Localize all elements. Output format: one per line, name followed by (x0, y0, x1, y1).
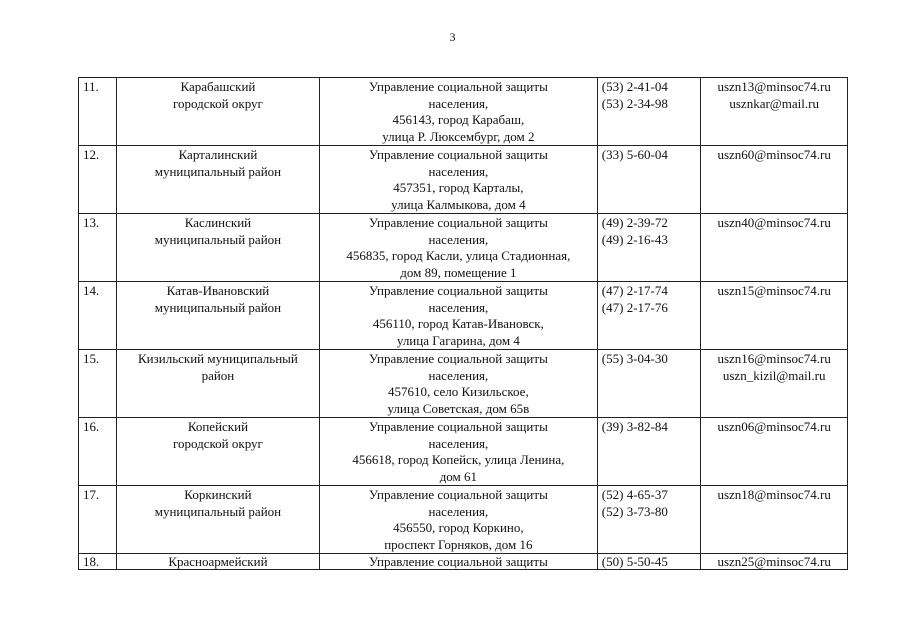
row-number-line: 14. (83, 283, 100, 298)
phone-cell (597, 78, 701, 146)
district-cell (116, 486, 319, 554)
page-number: 3 (449, 30, 456, 44)
district-cell-line: Каслинский (184, 215, 252, 230)
phone-cell (597, 554, 701, 570)
row-number-line: 12. (83, 147, 100, 162)
organization-cell-line: Управление социальной защиты (368, 79, 548, 94)
table-row (79, 214, 848, 282)
phone-cell-line: (52) 4-65-37 (601, 487, 668, 502)
email-cell (701, 146, 848, 214)
phone-cell (597, 486, 701, 554)
row-number (79, 418, 117, 486)
district-cell-line: Карталинский (178, 147, 258, 162)
district-cell (116, 350, 319, 418)
organization-cell-line: Управление социальной защиты (368, 147, 548, 162)
organization-cell-line: Управление социальной защиты (368, 351, 548, 366)
row-number-line: 18. (83, 554, 100, 569)
district-cell-line: муниципальный район (154, 163, 282, 179)
table-row (79, 350, 848, 418)
organization-cell-line: населения, (428, 299, 489, 315)
organization-cell-line: Управление социальной защиты (368, 283, 548, 298)
organization-cell-line: населения, (428, 163, 489, 179)
organization-cell-line: проспект Горняков, дом 16 (384, 536, 533, 552)
organization-cell-line: дом 89, помещение 1 (400, 264, 517, 280)
district-cell (116, 78, 319, 146)
email-cell (701, 78, 848, 146)
district-cell-line: городской округ (173, 435, 263, 451)
organization-cell (319, 282, 597, 350)
district-cell-line: Карабашский (180, 79, 256, 94)
phone-cell-line: (33) 5-60-04 (601, 147, 668, 162)
email-cell (701, 418, 848, 486)
organization-cell (319, 486, 597, 554)
organization-cell-line: 456143, город Карабаш, (392, 112, 525, 127)
organization-cell-line: населения, (428, 367, 489, 383)
organization-cell-line: 456835, город Касли, улица Стадионная, (346, 248, 571, 263)
district-cell-line: муниципальный район (154, 503, 282, 519)
district-cell (116, 214, 319, 282)
row-number-line: 17. (83, 487, 100, 502)
organization-cell-line: 456110, город Катав-Ивановск, (372, 316, 544, 331)
organization-cell-line: улица Калмыкова, дом 4 (391, 196, 526, 212)
organization-cell-line: населения, (428, 503, 489, 519)
organization-cell-line: улица Р. Люксембург, дом 2 (382, 128, 535, 144)
phone-cell-line: (47) 2-17-76 (601, 299, 668, 315)
organization-cell (319, 418, 597, 486)
row-number (79, 554, 117, 570)
organization-cell-line: Управление социальной защиты (368, 215, 548, 230)
organization-cell-line: 456550, город Коркино, (393, 520, 524, 535)
district-cell-line: район (201, 367, 235, 383)
district-cell-line: городской округ (173, 95, 263, 111)
district-cell (116, 282, 319, 350)
organization-cell-line: Управление социальной защиты (368, 419, 548, 434)
district-cell (116, 418, 319, 486)
district-cell-line: Копейский (187, 419, 249, 434)
organization-cell-line: улица Гагарина, дом 4 (396, 332, 520, 348)
email-cell-line: uszn60@minsoc74.ru (717, 147, 831, 162)
row-number (79, 78, 117, 146)
organization-cell-line: Управление социальной защиты (368, 487, 548, 502)
table-row (79, 418, 848, 486)
phone-cell (597, 214, 701, 282)
organization-cell-line: 456618, город Копейск, улица Ленина, (352, 452, 565, 467)
email-cell (701, 282, 848, 350)
district-cell-line: Кизильский муниципальный (138, 351, 298, 366)
email-cell-line: uszn06@minsoc74.ru (717, 419, 831, 434)
email-cell (701, 554, 848, 570)
organization-cell (319, 350, 597, 418)
email-cell (701, 350, 848, 418)
row-number-line: 15. (83, 351, 100, 366)
organization-cell-line: 457610, село Кизильское, (388, 384, 529, 399)
district-cell (116, 554, 319, 570)
email-cell-line: uszn40@minsoc74.ru (717, 215, 831, 230)
phone-cell (597, 350, 701, 418)
organization-cell (319, 214, 597, 282)
organization-cell-line: населения, (428, 231, 489, 247)
email-cell-line: uszn13@minsoc74.ru (717, 79, 831, 94)
district-cell-line: Красноармейский (168, 554, 268, 569)
organization-cell (319, 78, 597, 146)
phone-cell-line: (53) 2-34-98 (601, 95, 668, 111)
table-row (79, 554, 848, 570)
email-cell-line: uszn16@minsoc74.ru (717, 351, 831, 366)
table-row (79, 146, 848, 214)
organization-cell (319, 146, 597, 214)
district-cell (116, 146, 319, 214)
phone-cell-line: (49) 2-39-72 (601, 215, 668, 230)
row-number-line: 13. (83, 215, 100, 230)
phone-cell (597, 418, 701, 486)
email-cell-line: uszn25@minsoc74.ru (717, 554, 831, 569)
row-number-line: 16. (83, 419, 100, 434)
organization-cell-line: населения, (428, 435, 489, 451)
email-cell-line: uszn18@minsoc74.ru (717, 487, 831, 502)
phone-cell (597, 282, 701, 350)
phone-cell-line: (50) 5-50-45 (601, 554, 668, 569)
phone-cell-line: (55) 3-04-30 (601, 351, 668, 366)
phone-cell-line: (39) 3-82-84 (601, 419, 668, 434)
organization-cell-line: населения, (428, 95, 489, 111)
phone-cell-line: (52) 3-73-80 (601, 503, 668, 519)
table-body (79, 78, 848, 570)
organization-cell-line: 457351, город Карталы, (393, 180, 524, 195)
organization-cell (319, 554, 597, 570)
agencies-table (78, 77, 848, 570)
phone-cell-line: (49) 2-16-43 (601, 231, 668, 247)
email-cell-line: uszn15@minsoc74.ru (717, 283, 831, 298)
row-number (79, 146, 117, 214)
phone-cell (597, 146, 701, 214)
row-number (79, 486, 117, 554)
email-cell (701, 214, 848, 282)
district-cell-line: муниципальный район (154, 299, 282, 315)
organization-cell-line: дом 61 (439, 468, 478, 484)
table-row (79, 282, 848, 350)
row-number (79, 282, 117, 350)
phone-cell-line: (53) 2-41-04 (601, 79, 668, 94)
district-cell-line: Коркинский (184, 487, 252, 502)
organization-cell-line: улица Советская, дом 65в (387, 400, 530, 416)
district-cell-line: муниципальный район (154, 231, 282, 247)
row-number (79, 350, 117, 418)
table-row (79, 78, 848, 146)
email-cell (701, 486, 848, 554)
email-cell-line: usznkar@mail.ru (729, 95, 819, 111)
phone-cell-line: (47) 2-17-74 (601, 283, 668, 298)
row-number (79, 214, 117, 282)
row-number-line: 11. (83, 79, 99, 94)
district-cell-line: Катав-Ивановский (166, 283, 270, 298)
email-cell-line: uszn_kizil@mail.ru (722, 367, 826, 383)
organization-cell-line: Управление социальной защиты (368, 554, 548, 569)
table-row (79, 486, 848, 554)
